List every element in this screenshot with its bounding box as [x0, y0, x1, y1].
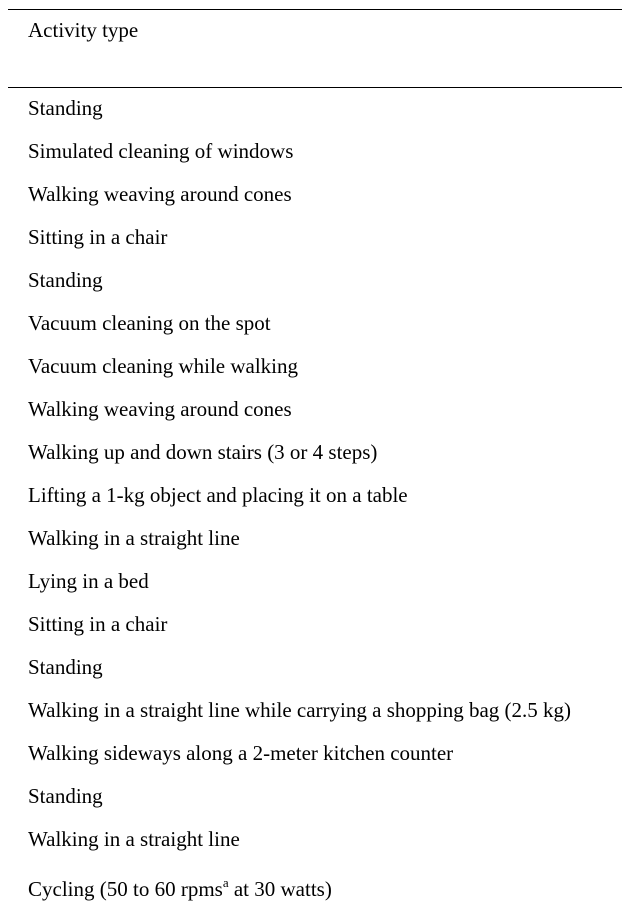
- row-text-continued: at 30 watts): [228, 877, 332, 901]
- table-row: Walking up and down stairs (3 or 4 steps): [28, 440, 378, 464]
- row-text: Cycling (50 to 60 rpms: [28, 877, 223, 901]
- table-row: Standing: [28, 784, 103, 808]
- table-row: Walking sideways along a 2-meter kitchen counter: [28, 741, 454, 765]
- table-row: [28, 875, 332, 903]
- table-row: Lying in a bed: [28, 569, 149, 593]
- footnote-marker: a: [222, 875, 229, 890]
- table-row: Standing: [28, 96, 103, 120]
- table-row: Vacuum cleaning on the spot: [28, 311, 271, 335]
- table-row: Standing: [28, 655, 103, 679]
- table-row: Standing: [28, 268, 103, 292]
- table-row: Vacuum cleaning while walking: [28, 354, 299, 378]
- table-row: Simulated cleaning of windows: [28, 139, 294, 163]
- table-row: Walking in a straight line: [28, 526, 240, 550]
- header-bottom-rule: [8, 87, 622, 88]
- table-row: Sitting in a chair: [28, 612, 168, 636]
- table-row: Sitting in a chair: [28, 225, 168, 249]
- table-top-rule: [8, 9, 622, 10]
- table-row: Lifting a 1-kg object and placing it on a table: [28, 483, 408, 507]
- table-row: Walking weaving around cones: [28, 397, 292, 421]
- column-header-activity-type: Activity type: [28, 18, 139, 42]
- table-row: Walking in a straight line: [28, 827, 240, 851]
- table-row: Walking in a straight line while carrying a shopping bag (2.5 kg): [28, 698, 572, 722]
- table-row: Walking weaving around cones: [28, 182, 292, 206]
